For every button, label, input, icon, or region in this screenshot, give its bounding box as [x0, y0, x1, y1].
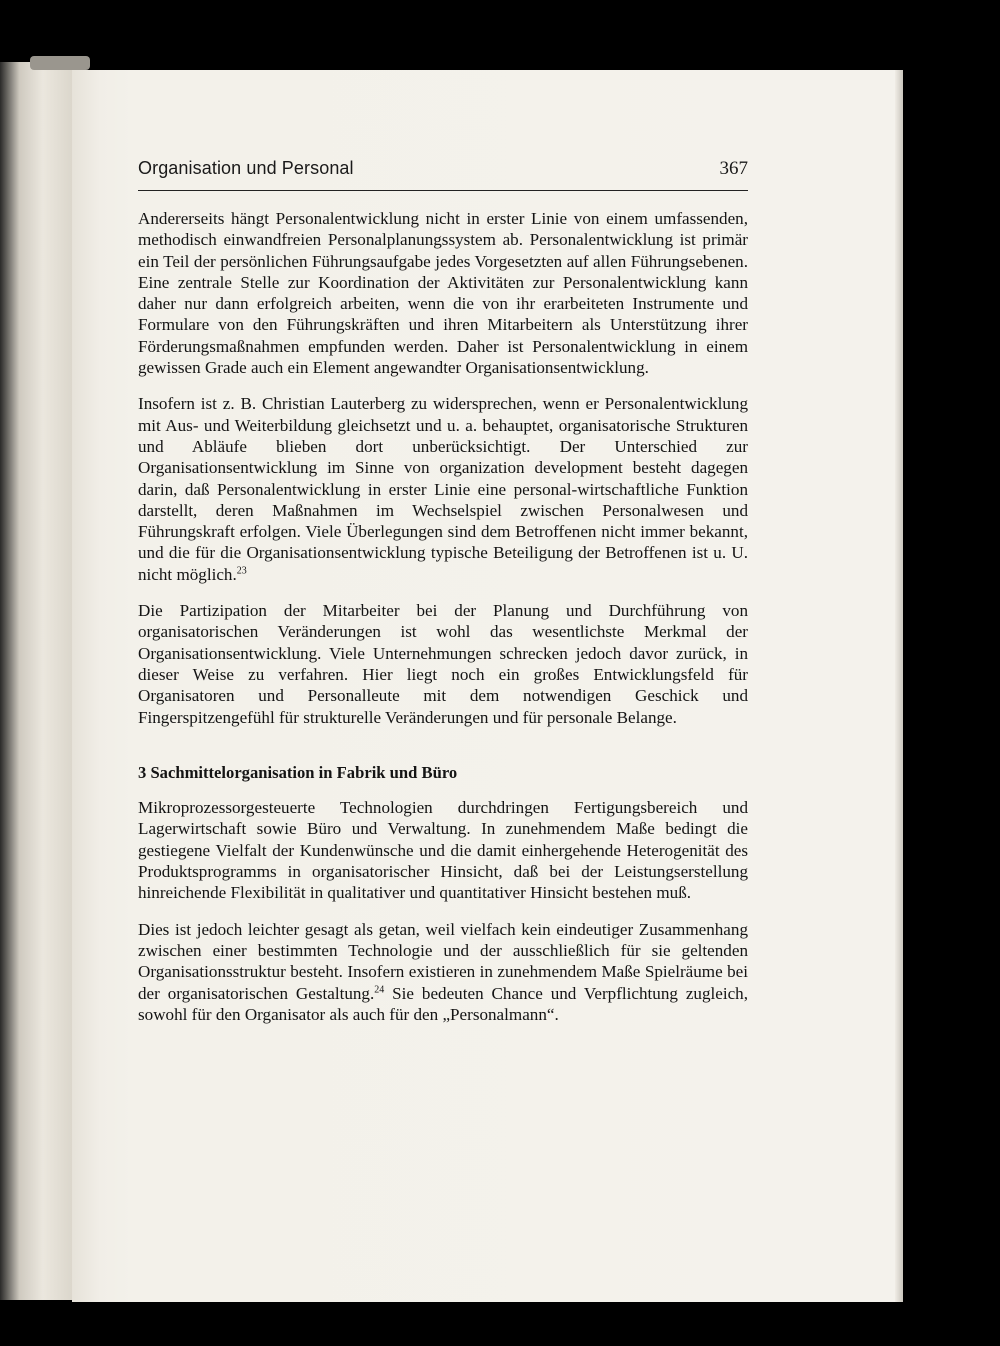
section-heading: 3 Sachmittelorganisation in Fabrik und Büro: [138, 762, 458, 782]
header-rule: [138, 190, 748, 191]
paragraph-2: [138, 393, 748, 585]
paragraph-2-text: Insofern ist z. B. Christian Lauterberg zu widersprechen, wenn er Personalentwicklung mit Aus- und Weiterbildung gleichsetzt und u. a. behauptet, organisatorische Strukturen und Abläufe blieben dort unberücksichtigt. Der Unterschied zur Organisationsentwicklung im Sinne von organization development besteht dagegen darin, daß Personalentwicklung in erster Linie eine personal-wirtschaftliche Funktion darstellt, deren Maßnahmen im Wechselspiel zwischen Personalwesen und Führungskraft erfolgen. Viele Überlegungen sind dem Betroffenen nicht immer bekannt, und die für die Organisationsentwicklung typische Beteiligung der Betroffenen ist u. U. nicht möglich.: [138, 394, 748, 584]
paragraph-5-text-a: Dies ist jedoch leichter gesagt als getan, weil vielfach kein eindeutiger Zusammenhang zwischen einer bestimmten Technologie und der ausschließlich für sie geltenden Organisationsstruktur besteht. Insofern existieren in zunehmendem Maße Spielräume bei der organisatorischen Gestaltung.: [138, 919, 748, 1003]
footnote-ref-24: 24: [374, 983, 385, 995]
paragraph-3: Die Partizipation der Mitarbeiter bei der Planung und Durchführung von organisatorischen Veränderungen ist wohl das wesentlichste Merkmal der Organisationsentwicklung. Viele Unternehmungen schrecken jedoch davor zurück, in dieser Weise zu verfahren. Hier liegt noch ein großes Entwicklungsfeld für Organisatoren und Personalleute mit dem notwendigen Geschick und Fingerspitzengefühl für strukturelle Veränderungen und für personale Belange.: [138, 601, 748, 727]
running-header: [138, 158, 748, 184]
book-spine: [0, 62, 78, 1300]
page-edge: [895, 70, 903, 1302]
paragraph-5-text-b: Sie bedeuten Chance und Verpflichtung zugleich, sowohl für den Organisator als auch für den „Personalmann“.: [138, 983, 749, 1024]
paragraph-5: [138, 919, 748, 1025]
binding-edge: [30, 56, 90, 70]
running-title: Organisation und Personal: [138, 158, 354, 178]
paragraph-4: Mikroprozessorgesteuerte Technologien durchdringen Fertigungsbereich und Lagerwirtschaft sowie Büro und Verwaltung. In zunehmendem Maße bedingt die gestiegene Vielfalt der Kundenwünsche und die damit einhergehende Heterogenität des Produktsprogramms in organisatorischer Hinsicht, daß bei der Leistungserstellung hinreichende Flexibilität in qualitativer und quantitativer Hinsicht bestehen muß.: [138, 798, 748, 903]
footnote-ref-23: 23: [236, 565, 247, 577]
page-number: 367: [719, 158, 748, 179]
paragraph-1: Andererseits hängt Personalentwicklung nicht in erster Linie von einem umfassenden, methodisch einwandfreien Personalplanungssystem ab. Personalentwicklung ist primär ein Teil der persönlichen Führungsaufgabe jedes Vorgesetzten auf allen Führungsebenen. Eine zentrale Stelle zur Koordination der Aktivitäten zur Personalentwicklung kann daher nur dann erfolgreich arbeiten, wenn die von ihr erarbeiteten Instrumente und Formulare von den Führungskräften und ihren Mitarbeitern als Unterstützung ihrer Förderungsmaßnahmen empfunden werden. Daher ist Personalentwicklung in einem gewissen Grade auch ein Element angewandter Organisationsentwicklung.: [138, 209, 748, 378]
page-body: [138, 208, 748, 1040]
